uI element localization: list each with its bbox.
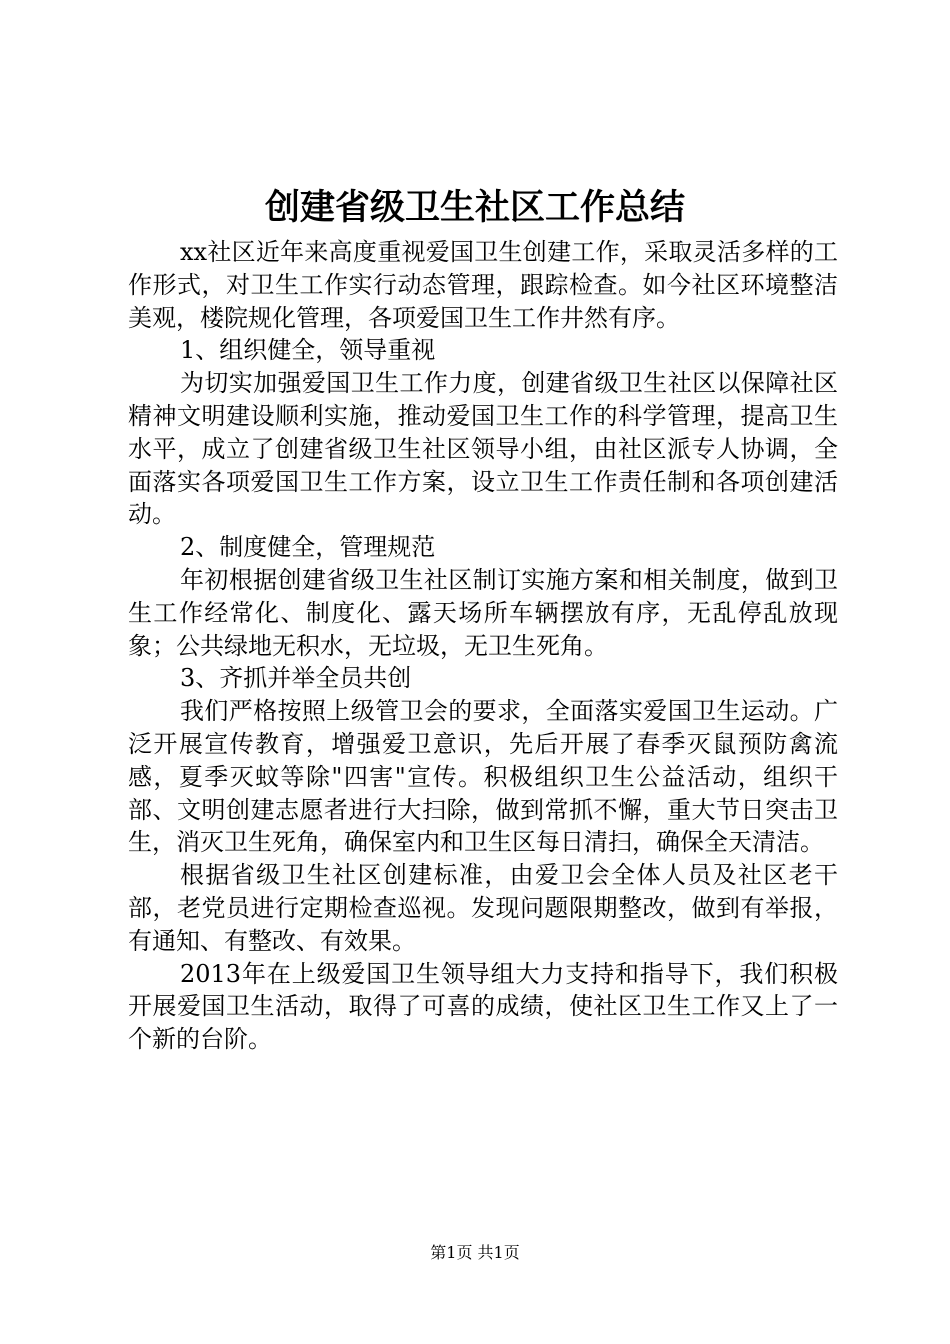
section-heading-2: 2、制度健全，管理规范 [180,533,436,562]
document-body [128,236,838,1056]
page-footer: 第1页 共1页 [430,1243,520,1262]
paragraph-inspection: 根据省级卫生社区创建标准，由爱卫会全体人员及社区老干部，老党员进行定期检查巡视。发现问题限期整改，做到有举报，有通知、有整改、有效果。 [128,861,838,955]
section-heading-1: 1、组织健全，领导重视 [180,336,436,365]
paragraph-section-2: 年初根据创建省级卫生社区制订实施方案和相关制度，做到卫生工作经常化、制度化、露天场所车辆摆放有序，无乱停乱放现象；公共绿地无积水，无垃圾，无卫生死角。 [128,565,838,660]
paragraph-section-3: 我们严格按照上级管卫会的要求，全面落实爱国卫生运动。广泛开展宣传教育，增强爱卫意识，先后开展了春季灭鼠预防禽流感，夏季灭蚊等除"四害"宣传。积极组织卫生公益活动，组织干部、文明创建志愿者进行大扫除，做到常抓不懈，重大节日突击卫生，消灭卫生死角，确保室内和卫生区每日清扫，确保全天清洁。 [128,697,838,857]
paragraph-section-1: 为切实加强爱国卫生工作力度，创建省级卫生社区以保障社区精神文明建设顺利实施，推动爱国卫生工作的科学管理，提高卫生水平，成立了创建省级卫生社区领导小组，由社区派专人协调，全面落实各项爱国卫生工作方案，设立卫生工作责任制和各项创建活动。 [128,369,838,529]
section-heading-3: 3、齐抓并举全员共创 [180,664,412,693]
paragraph-conclusion: 2013年在上级爱国卫生领导组大力支持和指导下，我们积极开展爱国卫生活动，取得了可喜的成绩，使社区卫生工作又上了一个新的台阶。 [128,959,838,1054]
paragraph-intro: xx社区近年来高度重视爱国卫生创建工作，采取灵活多样的工作形式，对卫生工作实行动态管理，跟踪检查。如今社区环境整洁美观，楼院规化管理，各项爱国卫生工作井然有序。 [128,238,838,332]
document-title: 创建省级卫生社区工作总结 [264,188,685,228]
